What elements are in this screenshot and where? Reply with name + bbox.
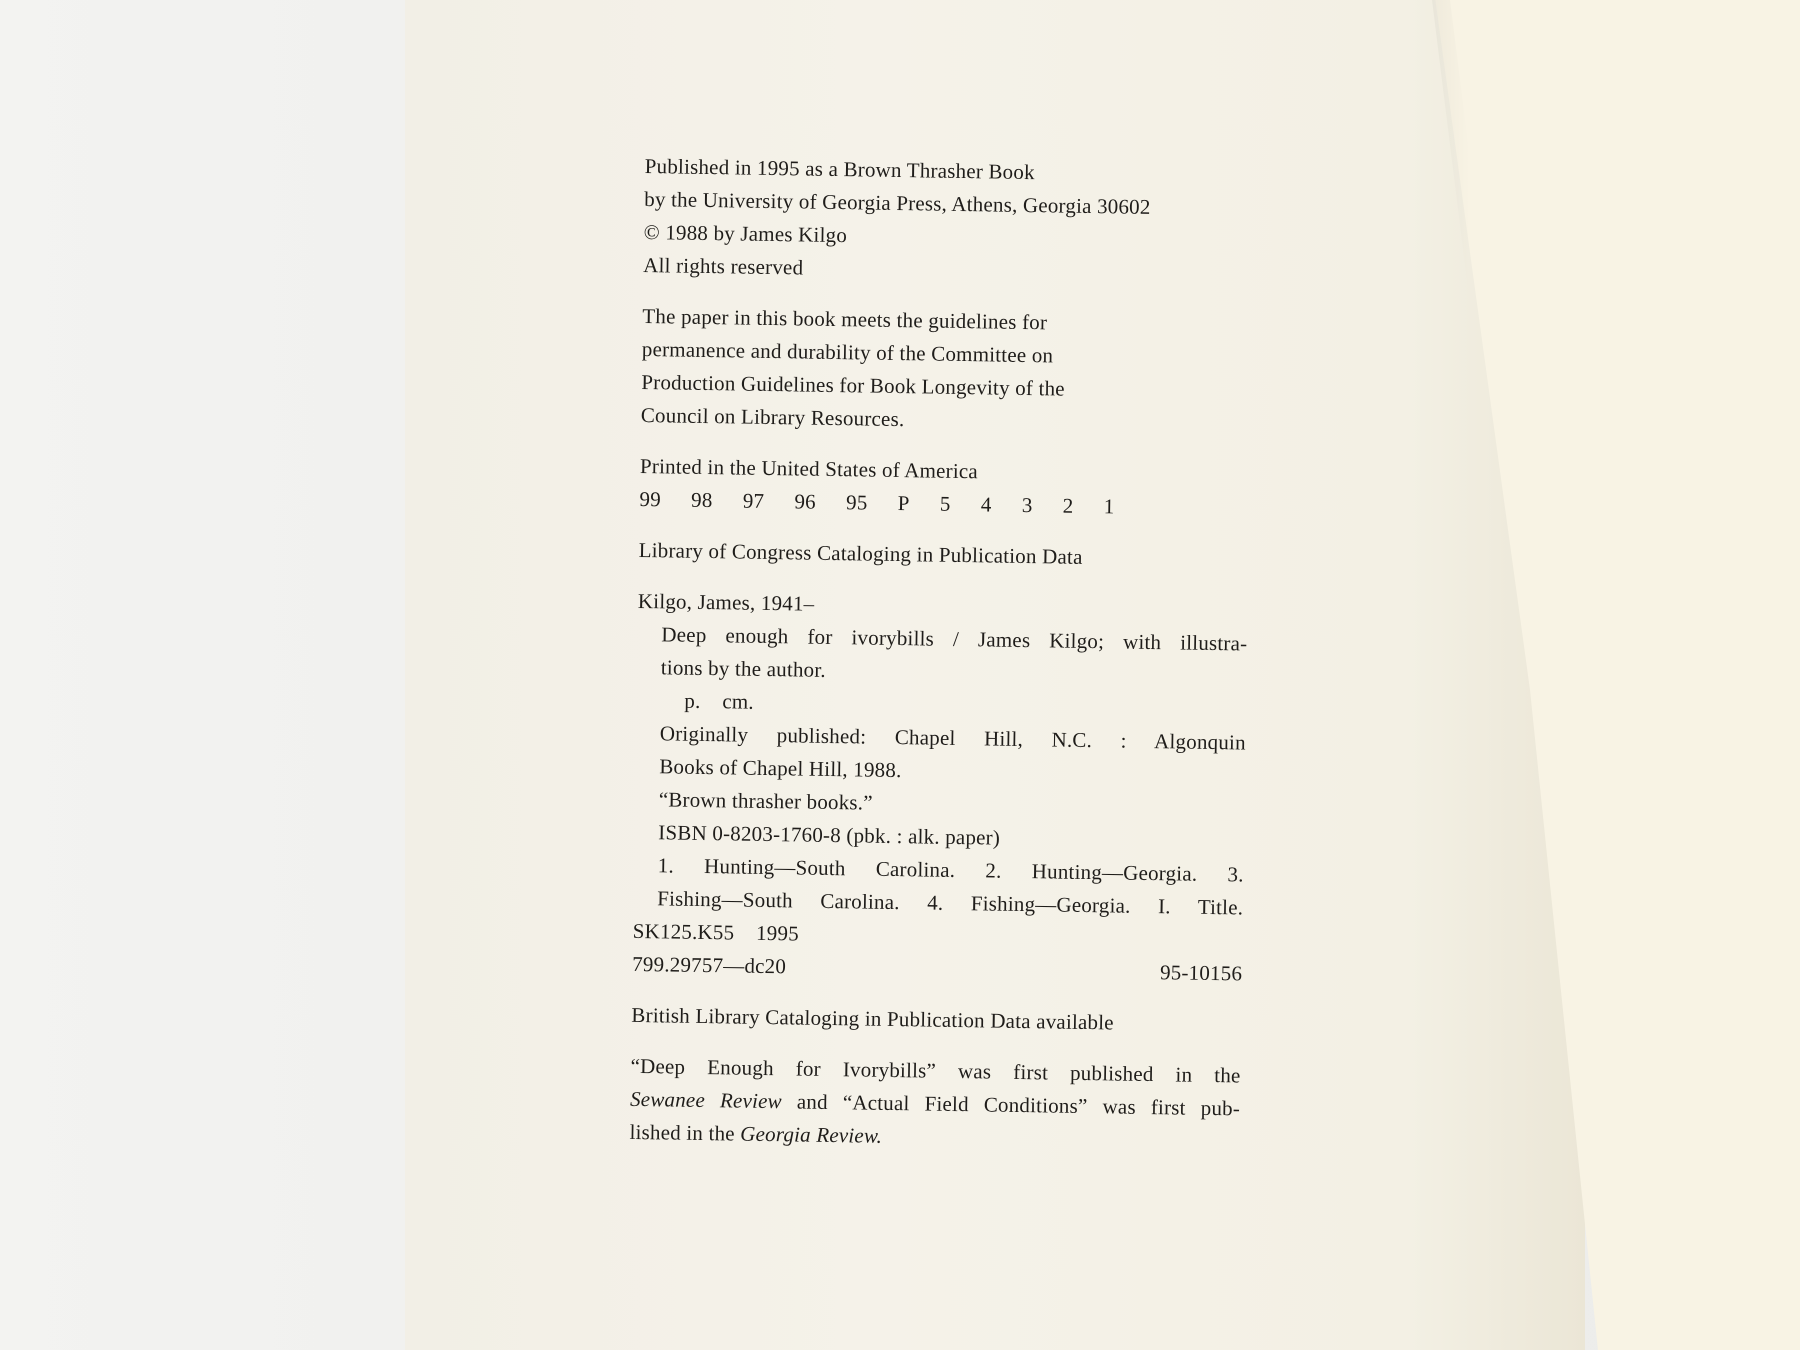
cip-dewey: 799.29757—dc20 bbox=[632, 951, 787, 979]
printed-in-line: Printed in the United States of America bbox=[639, 453, 979, 484]
cip-subjects: 1. Hunting—South Carolina. 2. Hunting—Georgia. 3. bbox=[657, 853, 1244, 887]
cip-isbn: ISBN 0-8203-1760-8 (pbk. : alk. paper) bbox=[658, 820, 1001, 850]
paper-note-block bbox=[641, 300, 1253, 442]
printing-number: 4 bbox=[980, 492, 992, 517]
british-cip bbox=[631, 999, 1241, 1042]
paper-note-line: permanence and durability of the Committee on bbox=[641, 336, 1054, 368]
imprint-block bbox=[643, 150, 1255, 292]
cip-lccn: 95-10156 bbox=[1159, 960, 1243, 986]
british-cip-text: British Library Cataloging in Publication Data available bbox=[631, 1002, 1114, 1035]
cip-title-line: Deep enough for ivorybills / James Kilgo; with illustra- bbox=[661, 622, 1248, 656]
first-pub-text: and “Actual Field Conditions” was first pub- bbox=[781, 1089, 1241, 1121]
journal-title: Georgia Review. bbox=[740, 1121, 883, 1148]
cip-heading-text: Library of Congress Cataloging in Publication Data bbox=[638, 537, 1083, 569]
cip-heading bbox=[638, 534, 1248, 577]
cip-series: “Brown thrasher books.” bbox=[658, 787, 873, 815]
cip-title-line: tions by the author. bbox=[660, 655, 827, 682]
cip-author: Kilgo, James, 1941– bbox=[637, 588, 815, 616]
cip-physical: p. cm. bbox=[684, 688, 755, 714]
rights-line: All rights reserved bbox=[643, 252, 804, 280]
first-publication-note bbox=[629, 1050, 1240, 1159]
printing-number: 99 bbox=[639, 486, 662, 512]
copyright-page-text bbox=[629, 150, 1255, 1176]
paper-note-line: Production Guidelines for Book Longevity of the bbox=[641, 369, 1066, 401]
paper-note-line: The paper in this book meets the guidelines for bbox=[642, 303, 1048, 335]
printing-number: 3 bbox=[1021, 492, 1033, 518]
cip-lc-class: SK125.K55 1995 bbox=[632, 918, 800, 946]
printing-number: 5 bbox=[939, 491, 951, 516]
cip-original-pub: Originally published: Chapel Hill, N.C. : Algonquin bbox=[659, 721, 1246, 755]
paper-note-line: Council on Library Resources. bbox=[640, 402, 905, 432]
journal-title: Sewanee Review bbox=[629, 1086, 783, 1114]
printing-number: 2 bbox=[1062, 493, 1074, 518]
cip-subjects: Fishing—South Carolina. 4. Fishing—Georgia. I. Title. bbox=[657, 886, 1244, 920]
first-pub-text: lished in the bbox=[629, 1119, 741, 1146]
printing-number: 97 bbox=[742, 488, 765, 513]
printing-number: 1 bbox=[1103, 494, 1115, 519]
first-pub-line: “Deep Enough for Ivorybills” was first published in the bbox=[630, 1053, 1241, 1088]
copyright-line: © 1988 by James Kilgo bbox=[643, 219, 848, 248]
printing-number: P bbox=[897, 491, 910, 516]
printing-block bbox=[639, 450, 1250, 526]
cip-record bbox=[632, 585, 1248, 991]
cip-original-pub: Books of Chapel Hill, 1988. bbox=[659, 754, 902, 783]
printing-number: 95 bbox=[845, 490, 868, 515]
printing-number: 96 bbox=[794, 489, 817, 514]
imprint-line: Published in 1995 as a Brown Thrasher Book bbox=[644, 153, 1035, 185]
printing-numbers bbox=[639, 483, 1114, 523]
imprint-line: by the University of Georgia Press, Athens, Georgia 30602 bbox=[644, 186, 1151, 219]
printing-number: 98 bbox=[690, 487, 713, 513]
